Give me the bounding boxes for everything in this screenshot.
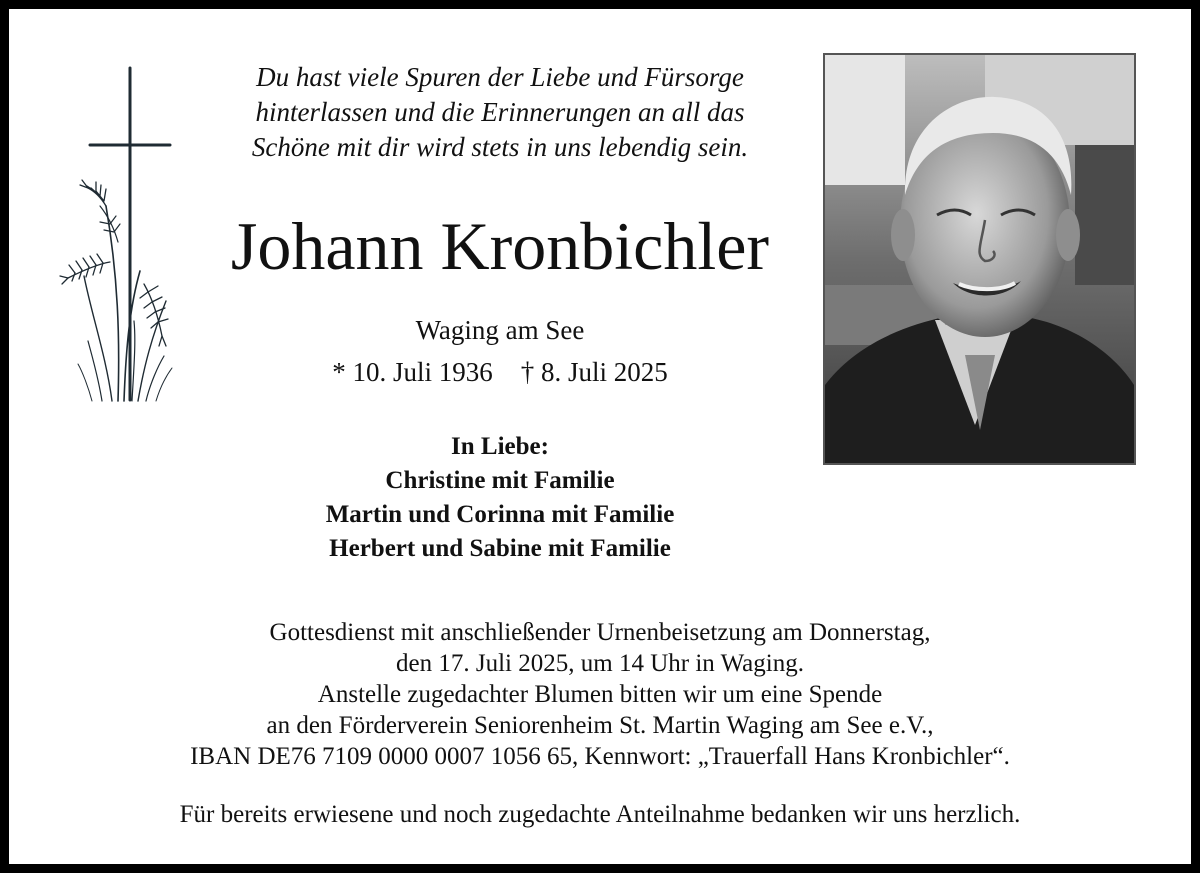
poem-line: Du hast viele Spuren der Liebe und Fürsorge	[256, 62, 744, 92]
service-line: den 17. Juli 2025, um 14 Uhr in Waging.	[396, 650, 804, 677]
portrait-photo	[823, 53, 1136, 465]
deceased-name: Johann Kronbichler	[230, 208, 770, 284]
cross-with-wheat-icon	[48, 66, 178, 411]
mourner-line: Martin und Corinna mit Familie	[325, 501, 675, 528]
mourner-line: Christine mit Familie	[385, 467, 615, 494]
life-dates	[180, 355, 820, 389]
service-line: an den Förderverein Seniorenheim St. Martin Waging am See e.V.,	[266, 712, 934, 739]
memorial-poem	[180, 60, 820, 165]
service-information	[40, 617, 1160, 772]
service-line: Gottesdienst mit anschließender Urnenbeisetzung am Donnerstag,	[269, 619, 931, 646]
poem-line: hinterlassen und die Erinnerungen an all das	[255, 97, 745, 127]
service-line: Anstelle zugedachter Blumen bitten wir um eine Spende	[317, 681, 883, 708]
mourner-line: Herbert und Sabine mit Familie	[329, 535, 671, 562]
thanks-note: Für bereits erwiesene und noch zugedachte Anteilnahme bedanken wir uns herzlich.	[179, 801, 1021, 828]
mourners-list	[180, 430, 820, 566]
service-line: IBAN DE76 7109 0000 0007 1056 65, Kennwort: „Trauerfall Hans Kronbichler“.	[190, 743, 1010, 770]
death-date: † 8. Juli 2025	[520, 357, 668, 387]
residence-place: Waging am See	[415, 315, 585, 345]
birth-date: * 10. Juli 1936	[332, 357, 493, 387]
mourners-heading: In Liebe:	[451, 433, 549, 460]
poem-line: Schöne mit dir wird stets in uns lebendig sein.	[251, 132, 749, 162]
